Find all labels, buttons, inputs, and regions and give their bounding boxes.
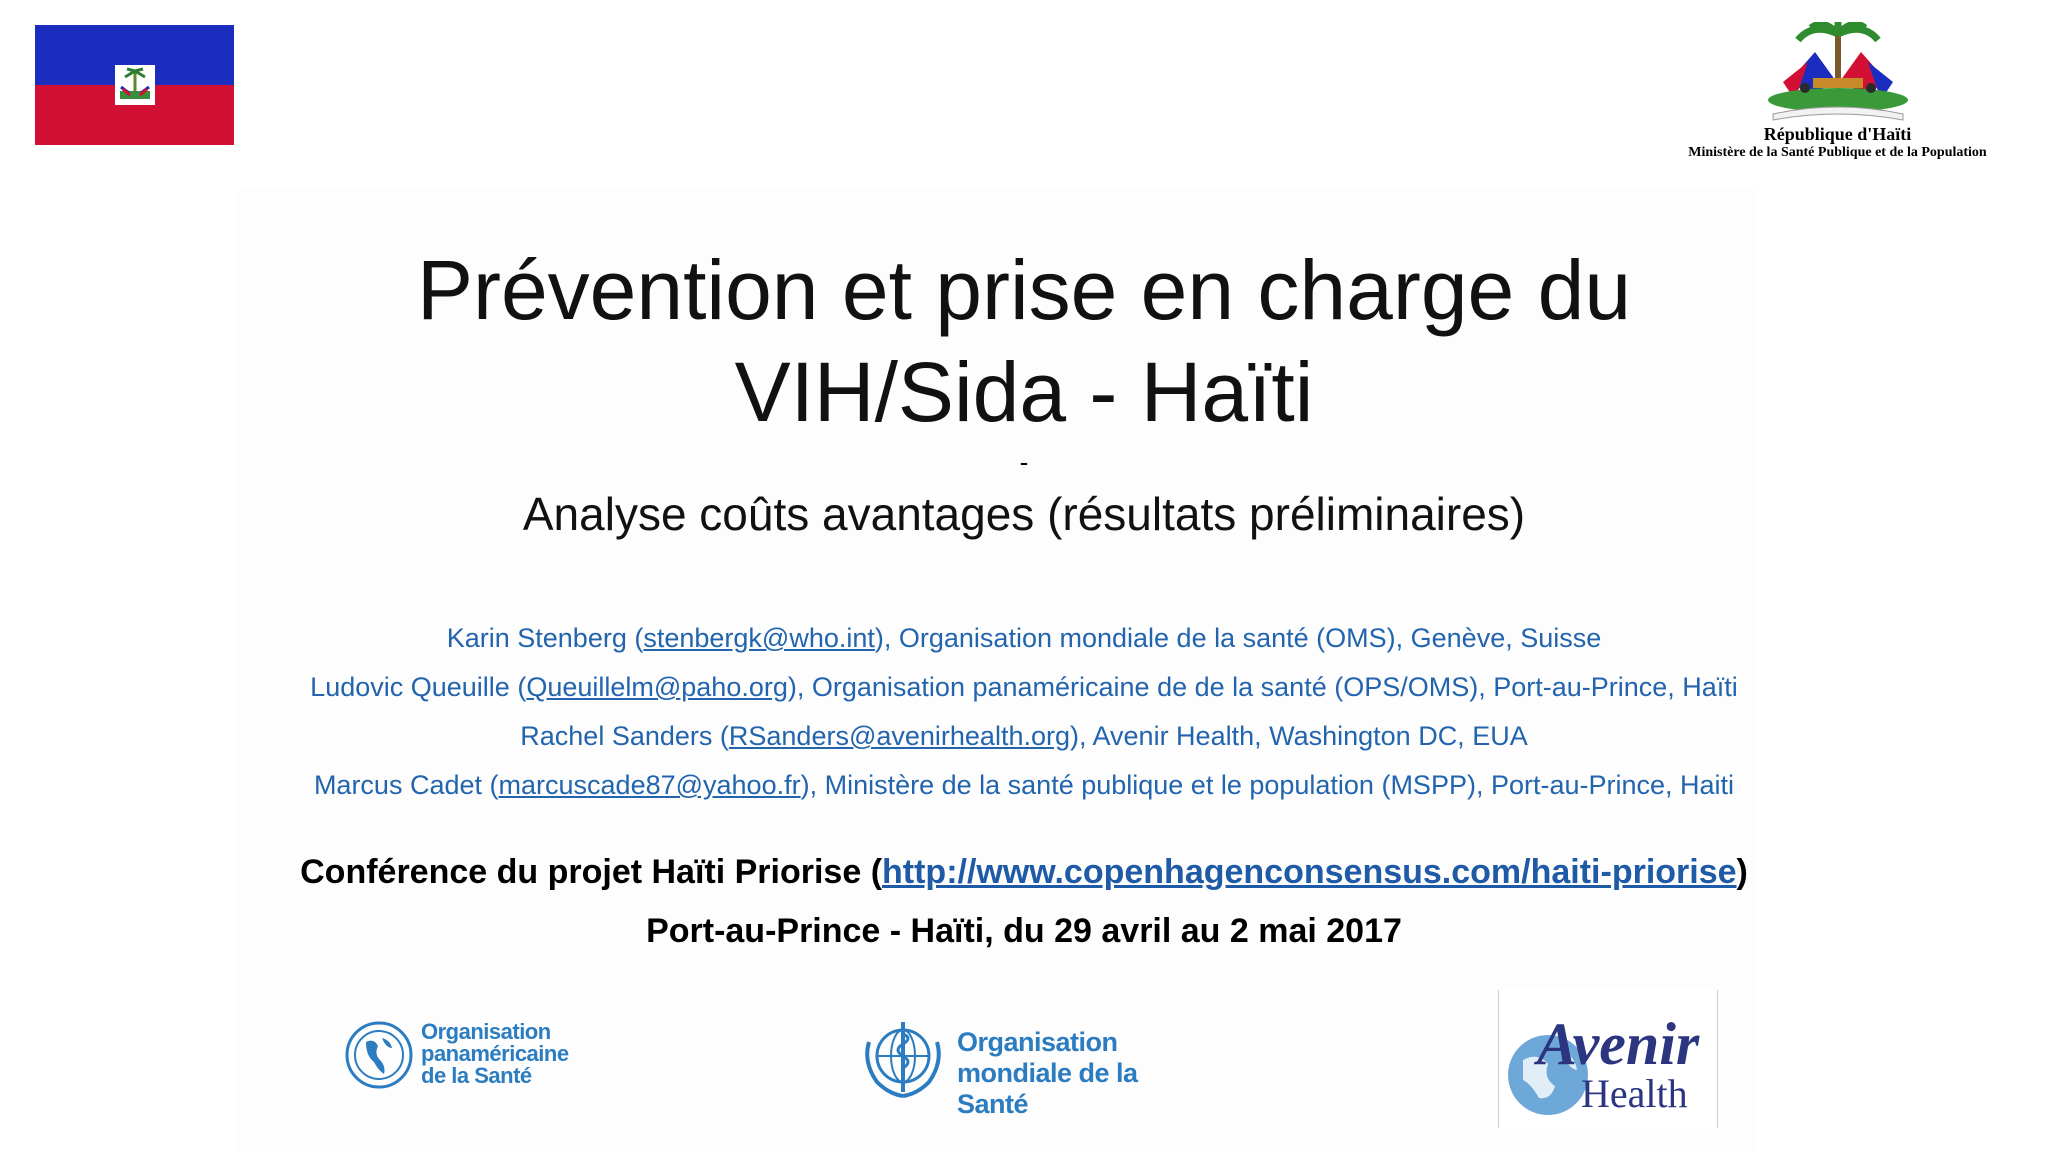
seal-ministry-name: Ministère de la Santé Publique et de la Population xyxy=(1688,145,1987,160)
author-line: Ludovic Queuille (Queuillelm@paho.org), Organisation panaméricaine de de la santé (OPS/OMS), Port-au-Prince, Haïti xyxy=(310,672,1738,702)
author-line: Karin Stenberg (stenbergk@who.int), Organisation mondiale de la santé (OMS), Genève, Suisse xyxy=(446,623,1602,653)
title-line-1: Prévention et prise en charge du xyxy=(416,243,1632,337)
haiti-flag xyxy=(35,25,234,145)
conference-line xyxy=(0,846,2048,898)
who-logo xyxy=(855,1012,1195,1119)
paho-logo-line: Organisation xyxy=(421,1019,551,1044)
author-line: Rachel Sanders (RSanders@avenirhealth.org), Avenir Health, Washington DC, EUA xyxy=(520,721,1528,751)
paho-globe-icon xyxy=(344,1020,414,1090)
coat-of-arms-icon xyxy=(1753,22,1923,122)
conference-link[interactable]: http://www.copenhagenconsensus.com/haiti-priorise xyxy=(882,853,1737,891)
author-email-link[interactable]: stenbergk@who.int xyxy=(643,623,875,653)
author-email-link[interactable]: Queuillelm@paho.org xyxy=(526,672,788,702)
title-separator: - xyxy=(1019,447,1029,477)
avenir-logo-subname: Health xyxy=(1581,1071,1688,1116)
paho-logo-text xyxy=(421,1021,569,1087)
who-logo-text xyxy=(957,1027,1195,1120)
who-emblem-icon xyxy=(855,1012,951,1102)
ministry-seal xyxy=(1640,22,2035,170)
seal-country-name: République d'Haïti xyxy=(1763,124,1912,144)
author-email-link[interactable]: marcuscade87@yahoo.fr xyxy=(498,770,801,800)
author-affiliation: Organisation mondiale de la santé (OMS), Genève, Suisse xyxy=(898,623,1602,653)
paho-logo-line: de la Santé xyxy=(421,1063,532,1088)
author-email-link[interactable]: RSanders@avenirhealth.org xyxy=(728,721,1070,751)
who-logo-line: mondiale de la Santé xyxy=(957,1058,1138,1119)
author-line: Marcus Cadet (marcuscade87@yahoo.fr), Ministère de la santé publique et le population (MSPP), Port-au-Prince, Haiti xyxy=(313,770,1735,800)
who-logo-line: Organisation xyxy=(957,1027,1118,1057)
paho-logo xyxy=(344,1015,569,1095)
author-list xyxy=(0,614,2048,810)
author-affiliation: Ministère de la santé publique et le population (MSPP), Port-au-Prince, Haiti xyxy=(824,770,1735,800)
author-name: Marcus Cadet xyxy=(313,770,483,800)
conference-suffix: ) xyxy=(1736,853,1748,891)
flag-coat-of-arms-icon xyxy=(115,65,155,105)
author-affiliation: Organisation panaméricaine de de la santé (OPS/OMS), Port-au-Prince, Haïti xyxy=(811,672,1738,702)
author-affiliation: Avenir Health, Washington DC, EUA xyxy=(1092,721,1528,751)
subtitle: Analyse coûts avantages (résultats préliminaires) xyxy=(522,488,1526,540)
conference-dates: Port-au-Prince - Haïti, du 29 avril au 2 mai 2017 xyxy=(646,912,1402,950)
author-name: Ludovic Queuille xyxy=(310,672,510,702)
conference-prefix: Conférence du projet Haïti Priorise ( xyxy=(300,853,883,891)
author-name: Rachel Sanders xyxy=(520,721,713,751)
avenir-logo-name: Avenir xyxy=(1537,1011,1700,1077)
avenir-health-logo xyxy=(1498,990,1718,1128)
author-name: Karin Stenberg xyxy=(446,623,627,653)
title-line-2: VIH/Sida - Haïti xyxy=(734,345,1314,439)
paho-logo-line: panaméricaine xyxy=(421,1041,569,1066)
